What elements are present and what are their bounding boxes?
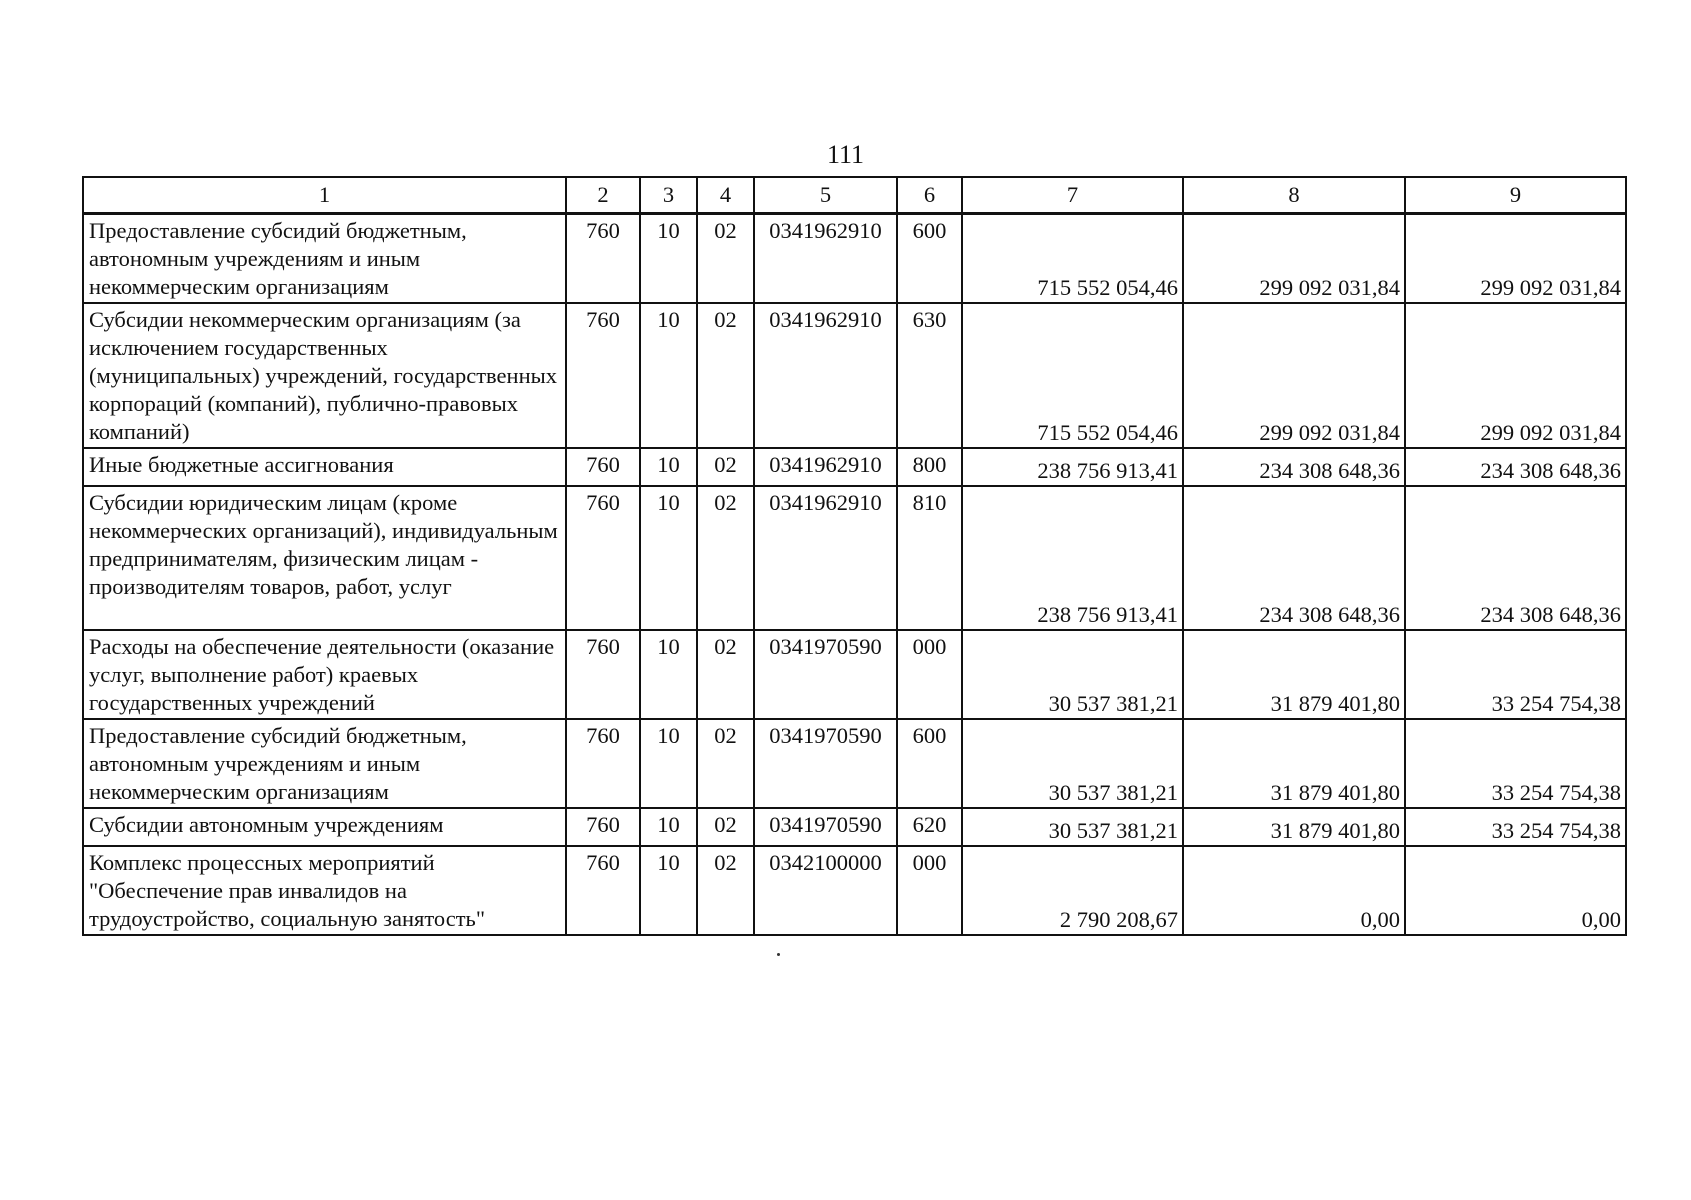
cell-amount-col7: 2 790 208,67 — [962, 846, 1183, 935]
row-name: Иные бюджетные ассигнования — [83, 448, 566, 486]
cell-col5: 0341962910 — [754, 214, 897, 304]
cell-col3: 10 — [640, 486, 697, 630]
cell-amount-col9: 299 092 031,84 — [1405, 214, 1626, 304]
column-header: 2 — [566, 177, 640, 214]
row-name: Субсидии автономным учреждениям — [83, 808, 566, 846]
table-header-row — [83, 177, 1626, 214]
column-header: 1 — [83, 177, 566, 214]
cell-col2: 760 — [566, 214, 640, 304]
cell-col4: 02 — [697, 808, 754, 846]
cell-amount-col9: 0,00 — [1405, 846, 1626, 935]
cell-amount-col8: 31 879 401,80 — [1183, 808, 1405, 846]
cell-col6: 000 — [897, 630, 962, 719]
cell-amount-col9: 234 308 648,36 — [1405, 448, 1626, 486]
cell-col6: 600 — [897, 214, 962, 304]
cell-col2: 760 — [566, 486, 640, 630]
cell-col6: 000 — [897, 846, 962, 935]
cell-amount-col9: 33 254 754,38 — [1405, 808, 1626, 846]
table-row — [83, 808, 1626, 846]
table-row — [83, 214, 1626, 304]
cell-col3: 10 — [640, 719, 697, 808]
cell-col6: 800 — [897, 448, 962, 486]
cell-amount-col9: 299 092 031,84 — [1405, 303, 1626, 448]
cell-amount-col7: 30 537 381,21 — [962, 719, 1183, 808]
page-number: 111 — [826, 140, 865, 169]
cell-amount-col8: 31 879 401,80 — [1183, 630, 1405, 719]
cell-col5: 0342100000 — [754, 846, 897, 935]
cell-col3: 10 — [640, 808, 697, 846]
cell-col5: 0341970590 — [754, 719, 897, 808]
cell-amount-col8: 0,00 — [1183, 846, 1405, 935]
table-row — [83, 448, 1626, 486]
row-name: Предоставление субсидий бюджетным, автономным учреждениям и иным некоммерческим организациям — [83, 719, 566, 808]
row-name: Субсидии некоммерческим организациям (за исключением государственных (муниципальных) учреждений, государственных корпораций (компаний), публично-правовых компаний) — [83, 303, 566, 448]
cell-amount-col9: 234 308 648,36 — [1405, 486, 1626, 630]
cell-col5: 0341962910 — [754, 303, 897, 448]
table-row — [83, 846, 1626, 935]
row-name: Субсидии юридическим лицам (кроме некоммерческих организаций), индивидуальным предпринимателям, физическим лицам - производителям товаров, работ, услуг — [83, 486, 566, 630]
column-header: 6 — [897, 177, 962, 214]
cell-col5: 0341962910 — [754, 486, 897, 630]
cell-amount-col9: 33 254 754,38 — [1405, 719, 1626, 808]
cell-col4: 02 — [697, 448, 754, 486]
cell-col5: 0341962910 — [754, 448, 897, 486]
column-header: 3 — [640, 177, 697, 214]
cell-col2: 760 — [566, 719, 640, 808]
cell-amount-col8: 234 308 648,36 — [1183, 448, 1405, 486]
cell-amount-col7: 238 756 913,41 — [962, 448, 1183, 486]
cell-col3: 10 — [640, 448, 697, 486]
cell-col3: 10 — [640, 846, 697, 935]
cell-col2: 760 — [566, 630, 640, 719]
cell-col3: 10 — [640, 303, 697, 448]
cell-col6: 810 — [897, 486, 962, 630]
row-name: Расходы на обеспечение деятельности (оказание услуг, выполнение работ) краевых государственных учреждений — [83, 630, 566, 719]
cell-amount-col7: 238 756 913,41 — [962, 486, 1183, 630]
cell-col3: 10 — [640, 630, 697, 719]
table-row — [83, 486, 1626, 630]
row-name: Предоставление субсидий бюджетным, автономным учреждениям и иным некоммерческим организациям — [83, 214, 566, 304]
cell-col4: 02 — [697, 719, 754, 808]
column-header: 4 — [697, 177, 754, 214]
column-header: 5 — [754, 177, 897, 214]
cell-col4: 02 — [697, 486, 754, 630]
cell-amount-col8: 31 879 401,80 — [1183, 719, 1405, 808]
cell-amount-col9: 33 254 754,38 — [1405, 630, 1626, 719]
cell-amount-col7: 30 537 381,21 — [962, 630, 1183, 719]
table-row — [83, 719, 1626, 808]
cell-col6: 630 — [897, 303, 962, 448]
row-name: Комплекс процессных мероприятий "Обеспечение прав инвалидов на трудоустройство, социальную занятость" — [83, 846, 566, 935]
column-header: 7 — [962, 177, 1183, 214]
cell-amount-col8: 299 092 031,84 — [1183, 214, 1405, 304]
cell-amount-col7: 30 537 381,21 — [962, 808, 1183, 846]
cell-amount-col7: 715 552 054,46 — [962, 303, 1183, 448]
cell-amount-col8: 234 308 648,36 — [1183, 486, 1405, 630]
cell-col5: 0341970590 — [754, 630, 897, 719]
budget-table — [82, 176, 1627, 936]
cell-col4: 02 — [697, 846, 754, 935]
cell-col5: 0341970590 — [754, 808, 897, 846]
cell-amount-col7: 715 552 054,46 — [962, 214, 1183, 304]
table-row — [83, 630, 1626, 719]
cell-col3: 10 — [640, 214, 697, 304]
cell-col6: 620 — [897, 808, 962, 846]
cell-col4: 02 — [697, 214, 754, 304]
cell-col2: 760 — [566, 808, 640, 846]
cell-col4: 02 — [697, 303, 754, 448]
cell-col2: 760 — [566, 846, 640, 935]
cell-col2: 760 — [566, 303, 640, 448]
cell-col6: 600 — [897, 719, 962, 808]
cell-col2: 760 — [566, 448, 640, 486]
cell-col4: 02 — [697, 630, 754, 719]
cell-amount-col8: 299 092 031,84 — [1183, 303, 1405, 448]
column-header: 8 — [1183, 177, 1405, 214]
column-header: 9 — [1405, 177, 1626, 214]
scan-speck — [777, 953, 780, 956]
table-row — [83, 303, 1626, 448]
